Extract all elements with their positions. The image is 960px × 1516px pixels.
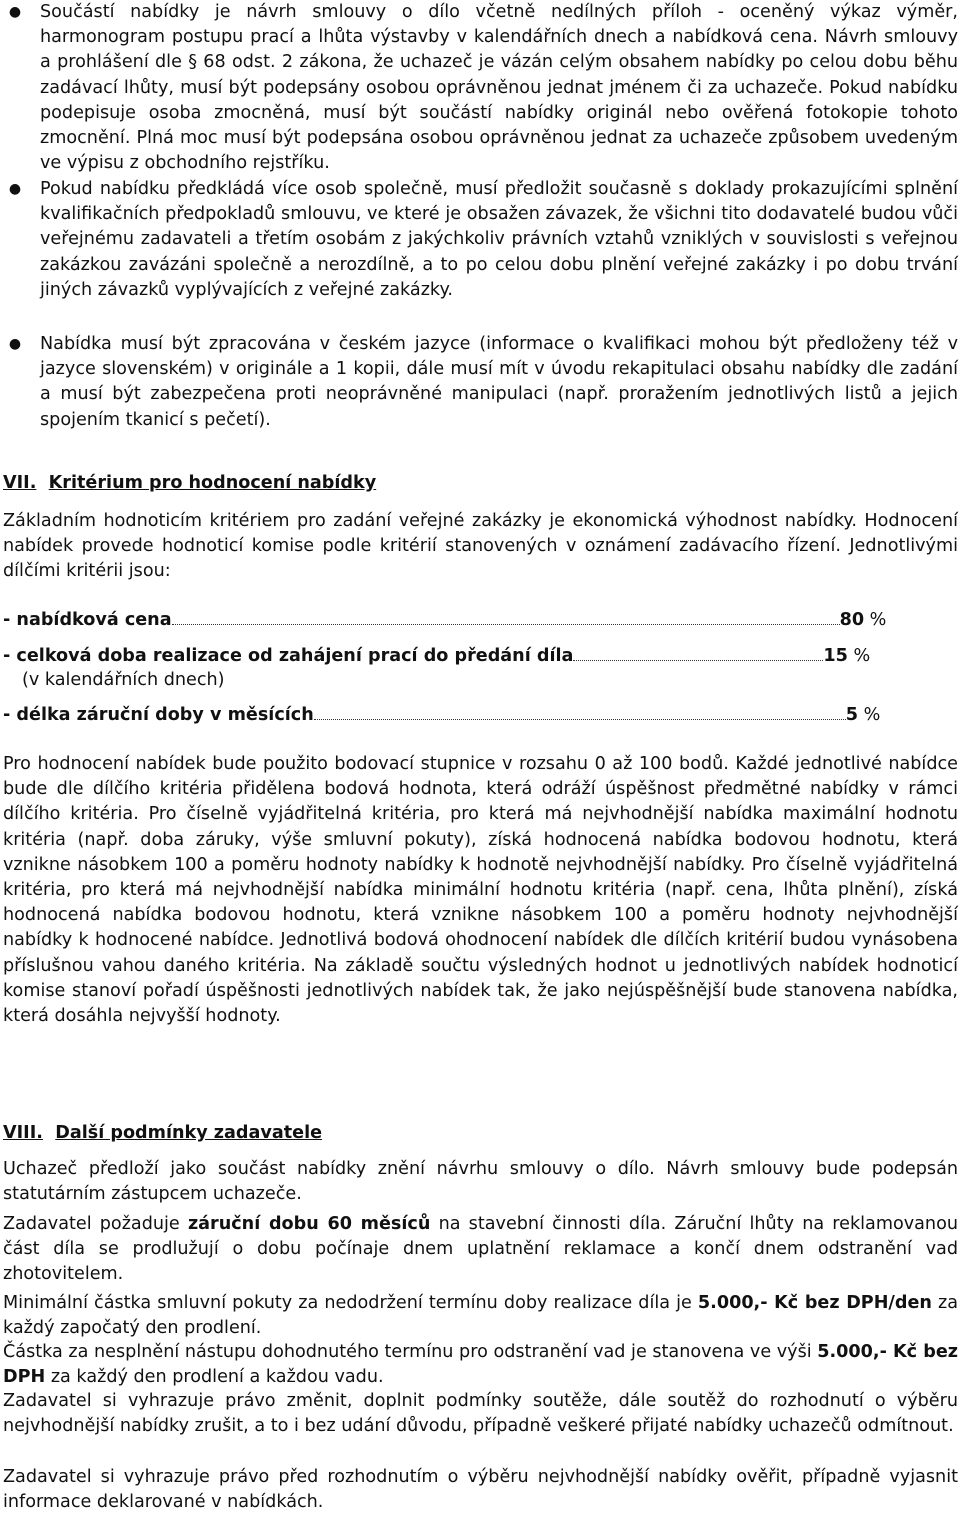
criterion-note: (v kalendářních dnech) (22, 670, 225, 690)
criterion-row (3, 703, 880, 728)
criterion-label: - celková doba realizace od zahájení prací do předání díla (3, 646, 574, 666)
criterion-label: - nabídková cena (3, 610, 172, 630)
section-8-title: Další podmínky zadavatele (55, 1123, 323, 1143)
section-7-title: Kritérium pro hodnocení nabídky (48, 473, 377, 493)
bullet-paragraph-3: Nabídka musí být zpracována v českém jazyce (informace o kvalifikaci mohou být předloženy též v jazyce slovenském) v originále a 1 kopii, dále musí mít v úvodu rekapitulaci obsahu nabídky dle zadání a musí být zabezpečena proti neoprávněné manipulaci (např. proražením jednotlivých listů a jejich spojením tkanicí s pečetí). (40, 334, 958, 430)
text-run: Zadavatel požaduje (3, 1214, 188, 1234)
criterion-row (3, 608, 886, 633)
text-run: Minimální částka smluvní pokuty za nedodržení termínu doby realizace díla je (3, 1293, 698, 1313)
criterion-weight: 80 (839, 610, 865, 630)
section-8-paragraph-6: Zadavatel si vyhrazuje právo před rozhodnutím o výběru nejvhodnější nabídky ověřit, případně vyjasnit informace deklarované v nabídkách. (3, 1467, 958, 1513)
section-7-number: VII. (3, 473, 37, 493)
section-7-intro: Základním hodnoticím kritériem pro zadání veřejné zakázky je ekonomická výhodnost nabídky. Hodnocení nabídek provede hodnoticí komise podle kritérií stanovených v oznámení zadávacího řízení. Jednotlivými dílčími kritérii jsou: (3, 511, 958, 582)
percent-sign: % (869, 610, 887, 630)
text-run: Částka za nesplnění nástupu dohodnutého termínu pro odstranění vad je stanovena ve výši (3, 1342, 818, 1362)
criterion-row (3, 644, 870, 669)
section-7-evaluation: Pro hodnocení nabídek bude použito bodovací stupnice v rozsahu 0 až 100 bodů. Každé jednotlivé nabídce bude dle dílčího kritéria přidělena bodová hodnota, která odráží úspěšnost předmětné nabídky v rámci dílčího kritéria. Pro číselně vyjádřitelná kritéria, pro která má nejvhodnější nabídka maximální hodnotu kritéria (např. doba záruky, výše smluvní pokuty), získá hodnocená nabídka bodovou hodnotu, která vznikne násobkem 100 a poměru hodnoty nabídky k hodnotě nejvhodnější nabídky. Pro číselně vyjádřitelná kritéria, pro která má nejvhodnější nabídka minimální hodnotu kritéria (např. cena, lhůta plnění), získá hodnocená nabídka bodovou hodnotu, která vznikne násobkem 100 a poměru hodnoty nejvhodnější nabídky k hodnocené nabídce. Jednotlivá bodová ohodnocení nabídek dle dílčích kritérií budou vynásobena příslušnou vahou daného kritéria. Na základě součtu výsledných hodnot u jednotlivých nabídek hodnoticí komise stanoví pořadí úspěšnosti jednotlivých nabídek tak, že jako nejúspěšnější bude stanovena nabídka, která dosáhla nejvyšší hodnoty. (3, 754, 958, 1027)
section-8-paragraph-5: Zadavatel si vyhrazuje právo změnit, doplnit podmínky soutěže, dále soutěž do rozhodnutí o výběru nejvhodnější nabídky zrušit, a to i bez udání důvodu, případně veškeré přijaté nabídky uchazečů odmítnout. (3, 1391, 958, 1437)
bullet-icon: ● (8, 336, 22, 352)
leader-dots (172, 610, 840, 625)
leader-dots (573, 646, 823, 661)
penalty-amount: 5.000,- Kč bez DPH/den (697, 1293, 932, 1313)
percent-sign: % (853, 646, 871, 666)
section-8-paragraph-1: Uchazeč předloží jako součást nabídky znění návrhu smlouvy o dílo. Návrh smlouvy bude podepsán statutárním zástupcem uchazeče. (3, 1159, 958, 1205)
percent-sign: % (863, 705, 881, 725)
section-8-heading (3, 1120, 322, 1146)
section-8-number: VIII. (3, 1123, 43, 1143)
bullet-paragraph-2: Pokud nabídku předkládá více osob společně, musí předložit současně s doklady prokazujícími splnění kvalifikačních předpokladů smlouvu, ve které je obsažen závazek, že všichni tito dodavatelé budou vůči veřejnému zadavateli a třetím osobám z jakýchkoliv právních vztahů vzniklých v souvislosti s veřejnou zakázkou zavázáni společně a nerozdílně, a to po celou dobu plnění veřejné zakázky i po dobu trvání jiných závazků vyplývajících z veřejné zakázky. (40, 179, 958, 300)
text-run: za každý den prodlení a každou vadu. (45, 1367, 384, 1388)
warranty-period: záruční dobu 60 měsíců (187, 1214, 431, 1234)
bullet-icon: ● (8, 181, 22, 197)
bullet-icon: ● (8, 4, 22, 20)
criterion-weight: 15 (823, 646, 848, 666)
section-8-paragraph-2 (3, 1212, 958, 1288)
section-7-heading (3, 470, 376, 496)
bullet-paragraph-1: Součástí nabídky je návrh smlouvy o dílo včetně nedílných příloh - oceněný výkaz výměr, harmonogram postupu prací a lhůta výstavby v kalendářních dnech a nabídková cena. Návrh smlouvy a prohlášení dle § 68 odst. 2 zákona, že uchazeč je vázán celým obsahem nabídky po celou dobu běhu zadávací lhůty, musí být podepsány osobou oprávněnou jednat jménem či za uchazeče. Pokud nabídku podepisuje osoba zmocněná, musí být součástí nabídky originál nebo ověřená fotokopie tohoto zmocnění. Plná moc musí být podepsána osobou oprávněnou jednat za uchazeče způsobem uvedeným ve výpisu z obchodního rejstříku. (40, 2, 958, 174)
text-run: na stavební činnosti díla. Záruční lhůty na reklamovanou část díla se prodlužují o dobu počínaje dnem uplatnění reklamace a končí dnem odstranění vad zhotovitelem. (3, 1214, 958, 1285)
section-8-paragraph-3 (3, 1291, 958, 1341)
leader-dots (314, 705, 846, 720)
defect-penalty-amount: 5.000,- Kč bez DPH (3, 1342, 958, 1388)
criterion-weight: 5 (845, 705, 859, 725)
section-8-paragraph-4 (3, 1340, 958, 1390)
criterion-label: - délka záruční doby v měsících (3, 705, 314, 725)
text-run: za každý započatý den prodlení. (3, 1293, 958, 1339)
